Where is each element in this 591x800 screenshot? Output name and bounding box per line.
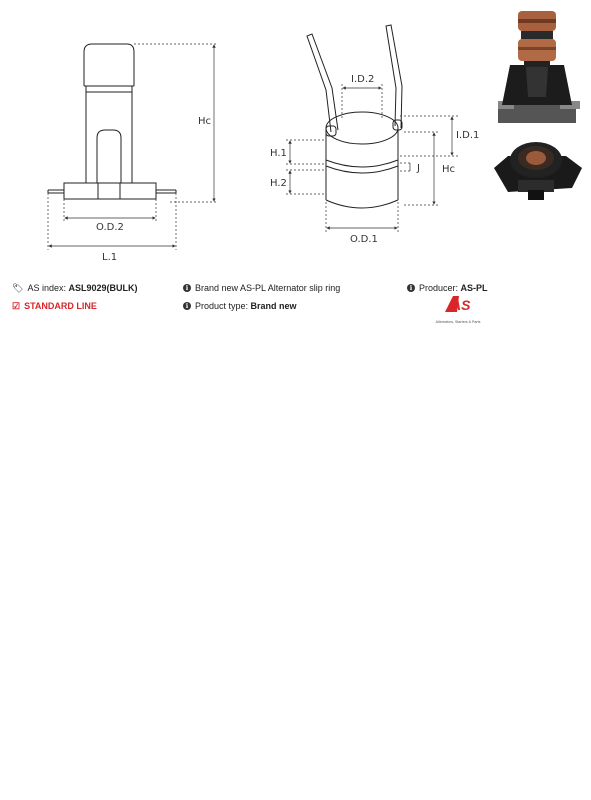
tags-icon: 🏷︎ xyxy=(12,282,24,293)
dim-label-hc-left: Hc xyxy=(198,116,212,127)
checkbox-checked-icon: ☑ xyxy=(12,300,21,311)
info-icon: i xyxy=(183,284,191,292)
standard-line-row xyxy=(12,301,97,311)
as-index-value: ASL9029(BULK) xyxy=(68,283,138,293)
as-logo-mark xyxy=(443,294,473,314)
dim-label-id2: I.D.2 xyxy=(351,74,375,85)
info-icon: i xyxy=(183,302,191,310)
dim-label-od2: O.D.2 xyxy=(96,222,124,233)
side-view-drawing xyxy=(48,44,176,199)
standard-line-label: STANDARD LINE xyxy=(24,301,97,311)
info-icon: i xyxy=(407,284,415,292)
dim-label-h1: H.1 xyxy=(270,148,287,159)
as-index-row xyxy=(12,283,138,293)
product-type-label: Product type: xyxy=(195,301,249,311)
producer-row xyxy=(407,283,488,293)
dim-label-l1: L.1 xyxy=(102,252,118,263)
producer-value: AS-PL xyxy=(460,283,488,293)
dim-label-id1: I.D.1 xyxy=(456,130,480,141)
product-type-value: Brand new xyxy=(250,301,297,311)
dim-label-h2: H.2 xyxy=(270,178,287,189)
side-view-dimensions xyxy=(48,44,218,250)
product-photo-top xyxy=(488,5,586,125)
description-text: Brand new AS-PL Alternator slip ring xyxy=(195,283,341,293)
logo-text: AS xyxy=(451,297,471,313)
product-type-row xyxy=(183,301,297,311)
dim-label-hc-right: Hc xyxy=(442,164,456,175)
dim-label-od1: O.D.1 xyxy=(350,234,378,245)
ring-drawing xyxy=(307,25,402,208)
logo-caption: Alternators, Starters & Parts xyxy=(435,320,481,324)
producer-label: Producer: xyxy=(419,283,459,293)
as-pl-logo xyxy=(430,294,486,324)
as-index-label: AS index: xyxy=(27,283,66,293)
ring-dimensions xyxy=(286,84,458,232)
dim-label-j: J xyxy=(417,163,420,174)
product-photo-bottom xyxy=(488,128,586,208)
description-row xyxy=(183,283,340,293)
